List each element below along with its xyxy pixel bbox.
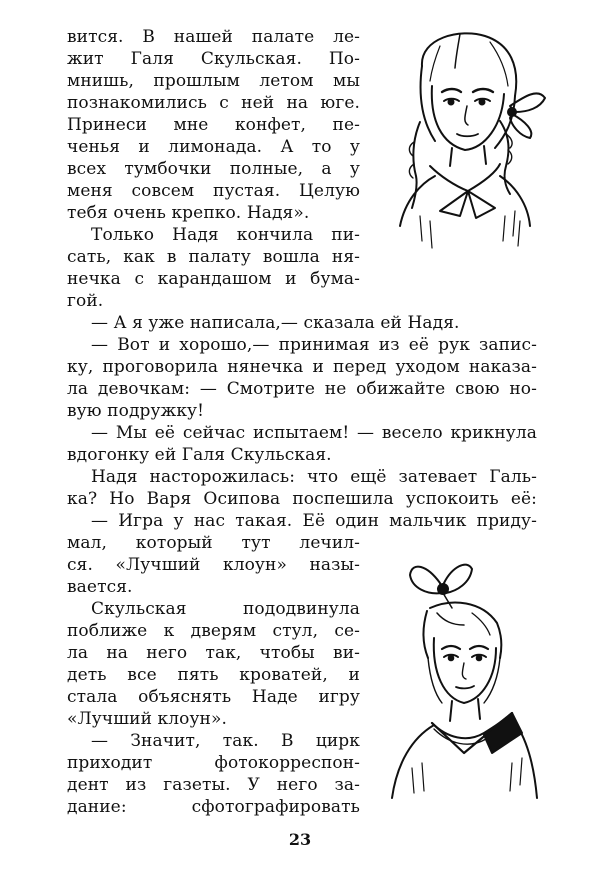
text-line: деть все пять кроватей, и: [67, 665, 360, 685]
text-line: стала объяснять Наде игру: [67, 687, 360, 707]
text-line: дент из газеты. У него за-: [67, 775, 360, 795]
text-line: ся. «Лучший клоун» назы-: [67, 555, 360, 575]
text-line: Только Надя кончила пи-: [91, 225, 360, 245]
text-line: ка? Но Варя Осипова поспешила успокоить её:: [67, 489, 537, 509]
text-line: вдогонку ей Галя Скульская.: [67, 445, 332, 465]
girl-with-bow-illustration: [372, 553, 547, 808]
text-line: вую подружку!: [67, 401, 205, 421]
text-line: — Вот и хорошо,— принимая из её рук запис-: [91, 335, 537, 355]
text-line: Скульская пододвинула: [91, 599, 360, 619]
text-line: дание: сфотографировать: [67, 797, 360, 817]
text-line: гой.: [67, 291, 104, 311]
text-line: — А я уже написала,— сказала ей Надя.: [91, 313, 460, 333]
text-line: сать, как в палату вошла ня-: [67, 247, 360, 267]
text-line: ла на него так, чтобы ви-: [67, 643, 360, 663]
text-line: приходит фотокорреспон-: [67, 753, 360, 773]
text-line: ла девочкам: — Смотрите не обижайте свою но-: [67, 379, 537, 399]
text-line: ченья и лимонада. А то у: [67, 137, 360, 157]
text-line: Принеси мне конфет, пе-: [67, 115, 360, 135]
girl-with-braids-illustration: [360, 26, 560, 266]
text-line: — Значит, так. В цирк: [91, 731, 360, 751]
text-line: — Мы её сейчас испытаем! — весело крикнула: [91, 423, 537, 443]
text-line: нечка с карандашом и бума-: [67, 269, 360, 289]
text-line: тебя очень крепко. Надя».: [67, 203, 310, 223]
text-line: вится. В нашей палате ле-: [67, 27, 360, 47]
page-number: 23: [288, 830, 312, 849]
text-line: жит Галя Скульская. По-: [67, 49, 360, 69]
text-line: мнишь, прошлым летом мы: [67, 71, 360, 91]
text-line: ку, проговорила нянечка и перед уходом наказа-: [67, 357, 537, 377]
text-line: — Игра у нас такая. Её один мальчик приду-: [91, 511, 537, 531]
text-line: всех тумбочки полные, а у: [67, 159, 360, 179]
text-line: вается.: [67, 577, 133, 597]
text-line: Надя насторожилась: что ещё затевает Галь-: [91, 467, 537, 487]
text-line: мал, который тут лечил-: [67, 533, 360, 553]
text-line: «Лучший клоун».: [67, 709, 227, 729]
text-line: поближе к дверям стул, се-: [67, 621, 360, 641]
text-line: познакомились с ней на юге.: [67, 93, 360, 113]
text-line: меня совсем пустая. Целую: [67, 181, 360, 201]
